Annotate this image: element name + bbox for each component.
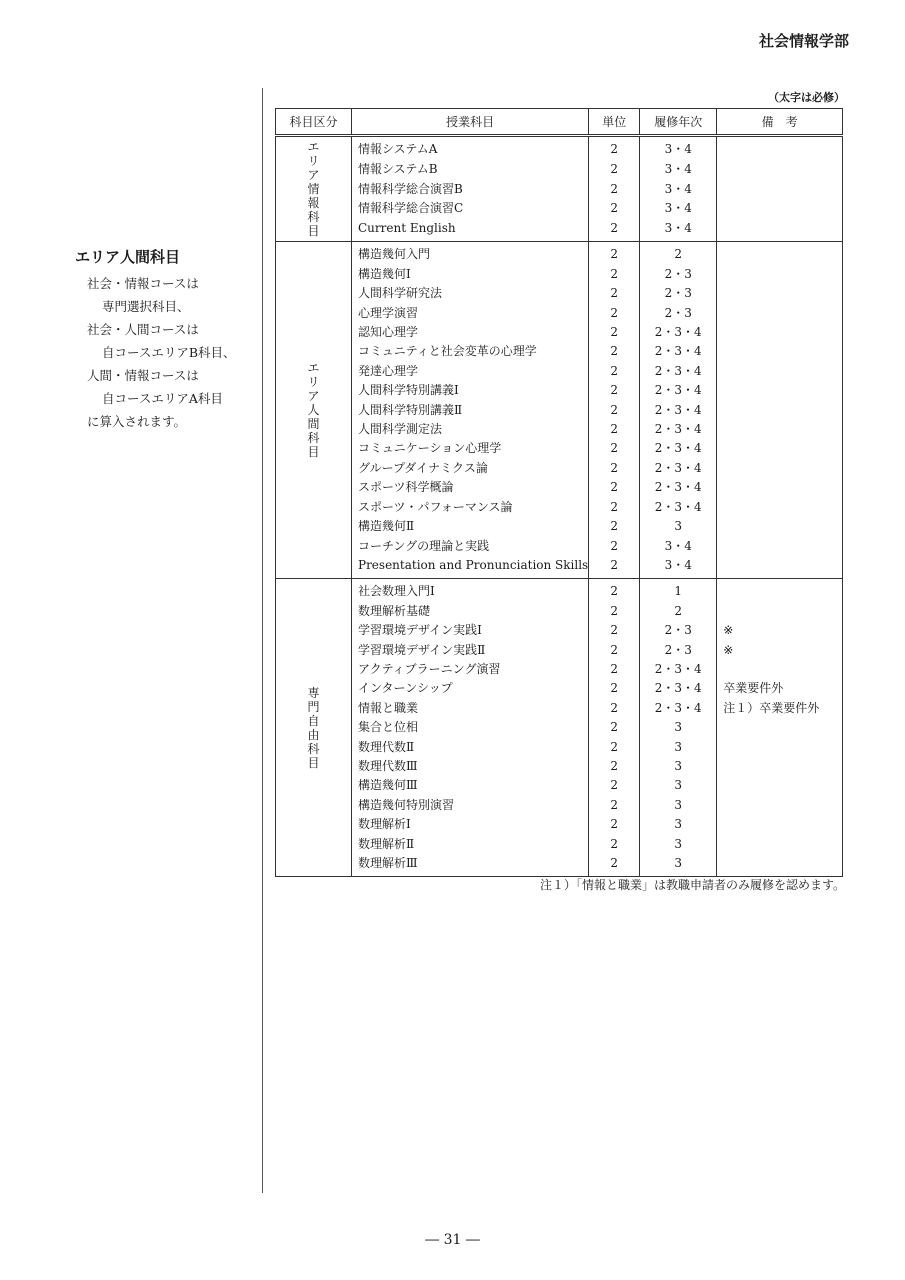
table-row [276, 679, 843, 698]
unit-cell: 2 [589, 242, 640, 265]
subject-cell: 構造幾何Ⅲ [352, 776, 589, 795]
table-row [276, 420, 843, 439]
unit-cell: 2 [589, 219, 640, 242]
subject-cell: 構造幾何Ⅱ [352, 517, 589, 536]
subject-cell: 学習環境デザイン実践Ⅱ [352, 641, 589, 660]
year-cell: 3 [640, 776, 717, 795]
unit-cell: 2 [589, 478, 640, 497]
subject-cell: 社会数理入門Ⅰ [352, 579, 589, 602]
table-row [276, 556, 843, 579]
remarks-cell [717, 776, 843, 795]
year-cell: 3・4 [640, 199, 717, 219]
subject-cell: Presentation and Pronunciation Skills [352, 556, 589, 579]
year-cell: 2・3 [640, 641, 717, 660]
remarks-cell [717, 265, 843, 284]
unit-cell: 2 [589, 401, 640, 420]
header-category: 科目区分 [276, 109, 352, 136]
subject-cell: コミュニティと社会変革の心理学 [352, 342, 589, 361]
remarks-cell [717, 160, 843, 180]
table-body [276, 136, 843, 877]
subject-cell: 情報科学総合演習C [352, 199, 589, 219]
table-row [276, 757, 843, 776]
table-row [276, 160, 843, 180]
subject-cell: 数理解析基礎 [352, 602, 589, 621]
subject-cell: 学習環境デザイン実践Ⅰ [352, 621, 589, 640]
sidebar-line: 自コースエリアA科目 [102, 391, 223, 406]
remarks-cell [717, 401, 843, 420]
unit-cell: 2 [589, 641, 640, 660]
remarks-cell [717, 439, 843, 458]
table-row [276, 718, 843, 737]
subject-cell: 情報科学総合演習B [352, 179, 589, 199]
year-cell: 2 [640, 602, 717, 621]
remarks-cell [717, 219, 843, 242]
unit-cell: 2 [589, 854, 640, 877]
year-cell: 2・3・4 [640, 679, 717, 698]
table-row [276, 776, 843, 795]
year-cell: 3・4 [640, 537, 717, 556]
remarks-cell [717, 136, 843, 160]
unit-cell: 2 [589, 796, 640, 815]
unit-cell: 2 [589, 498, 640, 517]
year-cell: 3・4 [640, 219, 717, 242]
table-row [276, 815, 843, 834]
table-row [276, 602, 843, 621]
table-row [276, 323, 843, 342]
subject-cell: スポーツ科学概論 [352, 478, 589, 497]
unit-cell: 2 [589, 160, 640, 180]
unit-cell: 2 [589, 602, 640, 621]
unit-cell: 2 [589, 579, 640, 602]
remarks-cell: ※ [717, 641, 843, 660]
subject-cell: 数理解析Ⅲ [352, 854, 589, 877]
year-cell: 2・3・4 [640, 699, 717, 718]
sidebar-line: に算入されます。 [87, 414, 187, 429]
subject-cell: 集合と位相 [352, 718, 589, 737]
year-cell: 3 [640, 815, 717, 834]
year-cell: 2・3 [640, 304, 717, 323]
remarks-cell [717, 602, 843, 621]
unit-cell: 2 [589, 815, 640, 834]
year-cell: 1 [640, 579, 717, 602]
unit-cell: 2 [589, 323, 640, 342]
subject-cell: 人間科学特別講義Ⅰ [352, 381, 589, 400]
category-cell [276, 136, 352, 242]
subject-cell: 情報システムA [352, 136, 589, 160]
unit-cell: 2 [589, 679, 640, 698]
remarks-cell [717, 517, 843, 536]
unit-cell: 2 [589, 284, 640, 303]
category-label: エリア人間科目 [307, 361, 320, 460]
remarks-cell [717, 381, 843, 400]
subject-cell: 構造幾何入門 [352, 242, 589, 265]
faculty-header: 社会情報学部 [758, 32, 849, 50]
footnote: 注１）「情報と職業」は教職申請者のみ履修を認めます。 [539, 878, 845, 892]
unit-cell: 2 [589, 537, 640, 556]
unit-cell: 2 [589, 381, 640, 400]
subject-cell: 人間科学研究法 [352, 284, 589, 303]
header-remarks: 備 考 [717, 109, 843, 136]
unit-cell: 2 [589, 136, 640, 160]
unit-cell: 2 [589, 362, 640, 381]
unit-cell: 2 [589, 718, 640, 737]
table-row [276, 537, 843, 556]
unit-cell: 2 [589, 517, 640, 536]
table-row [276, 459, 843, 478]
sidebar-title: エリア人間科目 [75, 248, 181, 266]
table-row [276, 199, 843, 219]
remarks-cell: ※ [717, 621, 843, 640]
year-cell: 3 [640, 517, 717, 536]
table-row [276, 579, 843, 602]
subject-cell: スポーツ・パフォーマンス論 [352, 498, 589, 517]
table-row [276, 304, 843, 323]
remarks-cell [717, 579, 843, 602]
remarks-cell [717, 242, 843, 265]
unit-cell: 2 [589, 757, 640, 776]
table-row [276, 796, 843, 815]
table-row [276, 517, 843, 536]
subject-cell: 数理代数Ⅱ [352, 738, 589, 757]
table-row [276, 738, 843, 757]
table-row [276, 660, 843, 679]
unit-cell: 2 [589, 738, 640, 757]
unit-cell: 2 [589, 660, 640, 679]
table-row [276, 342, 843, 361]
header-subject: 授業科目 [352, 109, 589, 136]
year-cell: 2・3・4 [640, 342, 717, 361]
year-cell: 3 [640, 796, 717, 815]
remarks-cell [717, 362, 843, 381]
year-cell: 2・3 [640, 284, 717, 303]
table-row [276, 854, 843, 877]
year-cell: 3 [640, 738, 717, 757]
remarks-cell [717, 537, 843, 556]
year-cell: 2・3・4 [640, 381, 717, 400]
table-row [276, 284, 843, 303]
page-number: ― 31 ― [425, 1232, 480, 1248]
remarks-cell [717, 835, 843, 854]
table-row [276, 381, 843, 400]
subject-cell: 人間科学測定法 [352, 420, 589, 439]
unit-cell: 2 [589, 459, 640, 478]
subject-cell: コミュニケーション心理学 [352, 439, 589, 458]
subject-cell: インターンシップ [352, 679, 589, 698]
year-cell: 3・4 [640, 160, 717, 180]
year-cell: 2・3 [640, 621, 717, 640]
unit-cell: 2 [589, 420, 640, 439]
year-cell: 3・4 [640, 179, 717, 199]
table-row [276, 179, 843, 199]
table-header-row [276, 109, 843, 136]
remarks-cell [717, 323, 843, 342]
subject-cell: グループダイナミクス論 [352, 459, 589, 478]
year-cell: 2・3・4 [640, 478, 717, 497]
category-label: エリア情報科目 [307, 140, 320, 238]
remarks-cell: 注１）卒業要件外 [717, 699, 843, 718]
table-row [276, 219, 843, 242]
header-year: 履修年次 [640, 109, 717, 136]
unit-cell: 2 [589, 556, 640, 579]
remarks-cell [717, 179, 843, 199]
year-cell: 2・3・4 [640, 362, 717, 381]
remarks-cell [717, 459, 843, 478]
table-row [276, 136, 843, 160]
subject-cell: 情報システムB [352, 160, 589, 180]
table-row [276, 242, 843, 265]
year-cell: 3 [640, 757, 717, 776]
table-row [276, 362, 843, 381]
remarks-cell [717, 304, 843, 323]
sidebar-line: 専門選択科目、 [102, 299, 190, 314]
sidebar-note [75, 246, 255, 433]
unit-cell: 2 [589, 304, 640, 323]
subject-cell: 構造幾何Ⅰ [352, 265, 589, 284]
subject-cell: 情報と職業 [352, 699, 589, 718]
table-row [276, 641, 843, 660]
subject-cell: Current English [352, 219, 589, 242]
remarks-cell [717, 284, 843, 303]
subject-cell: 構造幾何特別演習 [352, 796, 589, 815]
unit-cell: 2 [589, 776, 640, 795]
subject-cell: 人間科学特別講義Ⅱ [352, 401, 589, 420]
year-cell: 3 [640, 835, 717, 854]
subject-cell: 心理学演習 [352, 304, 589, 323]
header-unit: 単位 [589, 109, 640, 136]
subject-cell: 数理解析Ⅰ [352, 815, 589, 834]
subject-cell: 発達心理学 [352, 362, 589, 381]
sidebar-line: 人間・情報コースは [87, 368, 199, 383]
unit-cell: 2 [589, 439, 640, 458]
year-cell: 2・3・4 [640, 498, 717, 517]
category-cell [276, 242, 352, 579]
unit-cell: 2 [589, 699, 640, 718]
year-cell: 3・4 [640, 136, 717, 160]
curriculum-table [275, 108, 843, 877]
remarks-cell [717, 478, 843, 497]
subject-cell: アクティブラーニング演習 [352, 660, 589, 679]
vertical-divider [262, 88, 263, 1193]
unit-cell: 2 [589, 179, 640, 199]
remarks-cell [717, 815, 843, 834]
year-cell: 2・3・4 [640, 660, 717, 679]
year-cell: 3・4 [640, 556, 717, 579]
remarks-cell [717, 498, 843, 517]
remarks-cell [717, 660, 843, 679]
unit-cell: 2 [589, 621, 640, 640]
table-row [276, 401, 843, 420]
table-row [276, 498, 843, 517]
remarks-cell [717, 796, 843, 815]
remarks-cell [717, 718, 843, 737]
year-cell: 2・3・4 [640, 323, 717, 342]
sidebar-line: 社会・情報コースは [87, 276, 199, 291]
subject-cell: 認知心理学 [352, 323, 589, 342]
remarks-cell [717, 420, 843, 439]
subject-cell: 数理解析Ⅱ [352, 835, 589, 854]
sidebar-line: 社会・人間コースは [87, 322, 199, 337]
table-row [276, 478, 843, 497]
category-label: 専門自由科目 [307, 685, 320, 770]
year-cell: 2・3・4 [640, 401, 717, 420]
year-cell: 2・3・4 [640, 439, 717, 458]
unit-cell: 2 [589, 199, 640, 219]
remarks-cell [717, 342, 843, 361]
remarks-cell [717, 757, 843, 776]
table-row [276, 699, 843, 718]
sidebar-line: 自コースエリアB科目、 [102, 345, 236, 360]
year-cell: 3 [640, 718, 717, 737]
required-note: （太字は必修） [768, 91, 845, 104]
year-cell: 2・3・4 [640, 420, 717, 439]
remarks-cell [717, 738, 843, 757]
year-cell: 2 [640, 242, 717, 265]
remarks-cell: 卒業要件外 [717, 679, 843, 698]
table-row [276, 439, 843, 458]
unit-cell: 2 [589, 835, 640, 854]
remarks-cell [717, 556, 843, 579]
table-row [276, 835, 843, 854]
subject-cell: コーチングの理論と実践 [352, 537, 589, 556]
unit-cell: 2 [589, 342, 640, 361]
subject-cell: 数理代数Ⅲ [352, 757, 589, 776]
year-cell: 2・3・4 [640, 459, 717, 478]
year-cell: 2・3 [640, 265, 717, 284]
remarks-cell [717, 199, 843, 219]
table-row [276, 265, 843, 284]
unit-cell: 2 [589, 265, 640, 284]
table-row [276, 621, 843, 640]
remarks-cell [717, 854, 843, 877]
year-cell: 3 [640, 854, 717, 877]
category-cell [276, 579, 352, 877]
